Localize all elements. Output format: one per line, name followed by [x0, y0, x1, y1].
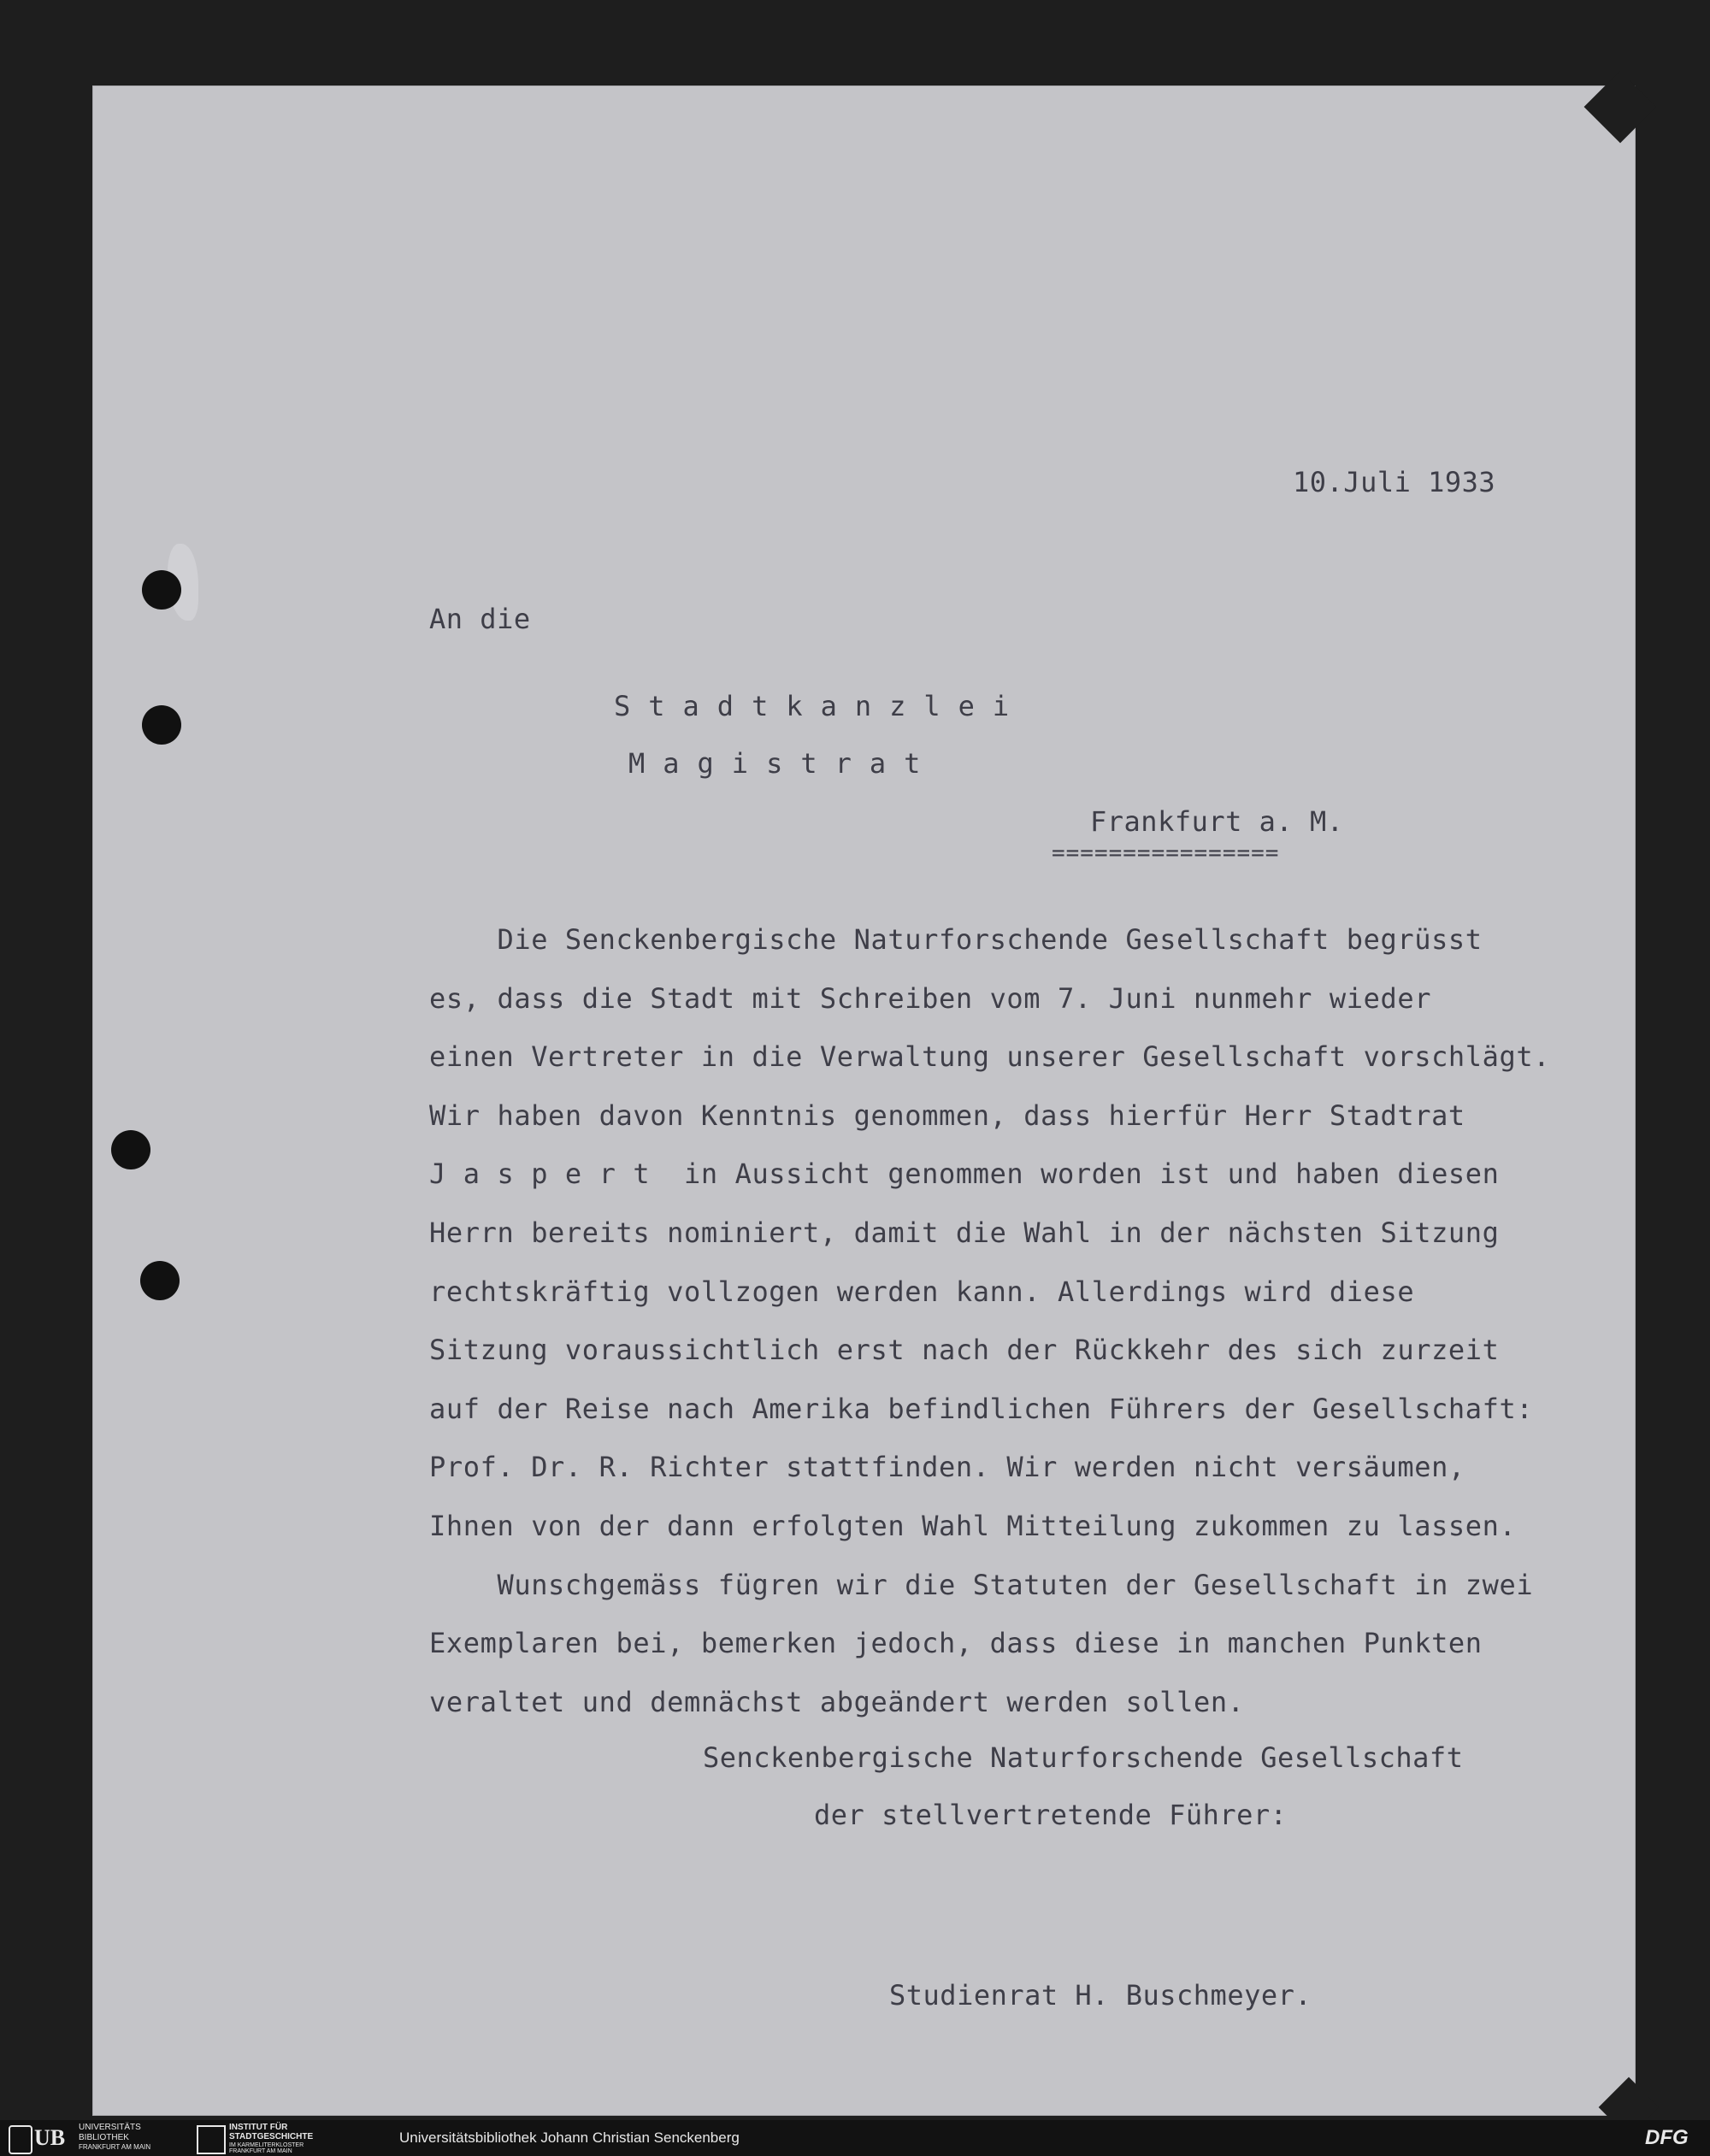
salutation: An die — [429, 603, 531, 635]
isg-line3: IM KARMELITERKLOSTER — [229, 2142, 304, 2148]
body-line: Ihnen von der dann erfolgten Wahl Mitteilung zukommen zu lassen. — [429, 1510, 1517, 1542]
body-line: Prof. Dr. R. Richter stattfinden. Wir werden nicht versäumen, — [429, 1451, 1465, 1483]
library-name: Universitätsbibliothek Johann Christian Senckenberg — [399, 2129, 740, 2146]
isg-line2: STADTGESCHICHTE — [229, 2132, 314, 2141]
ub-logo-icon — [9, 2125, 32, 2154]
body-line: Die Senckenbergische Naturforschende Gesellschaft begrüsst — [429, 923, 1483, 956]
body-line: veraltet und demnächst abgeändert werden sollen. — [429, 1686, 1245, 1718]
body-line: Wunschgemäss fügren wir die Statuten der Gesellschaft in zwei — [429, 1569, 1534, 1601]
body-line: J a s p e r t in Aussicht genommen worden ist und haben diesen — [429, 1158, 1500, 1190]
punch-hole — [142, 570, 181, 610]
recipient-city: Frankfurt a. M. — [1090, 805, 1344, 838]
closing-role: der stellvertretende Führer: — [814, 1799, 1288, 1831]
closing-organization: Senckenbergische Naturforschende Gesellschaft — [703, 1741, 1464, 1774]
ub-name-line1: UNIVERSITÄTS — [79, 2123, 141, 2132]
city-underline: ================ — [1052, 840, 1280, 866]
recipient-department: Magistrat — [628, 747, 939, 780]
body-line: Sitzung voraussichtlich erst nach der Rückkehr des sich zurzeit — [429, 1334, 1500, 1366]
body-line: auf der Reise nach Amerika befindlichen Führers der Gesellschaft: — [429, 1393, 1534, 1425]
signature: Studienrat H. Buschmeyer. — [889, 1979, 1312, 2012]
ub-mark: UB — [34, 2125, 66, 2150]
isg-logo-icon — [197, 2125, 226, 2154]
body-line: Wir haben davon Kenntnis genommen, dass hierfür Herr Stadtrat — [429, 1099, 1465, 1132]
punch-hole — [140, 1261, 180, 1300]
letter-date: 10.Juli 1933 — [1293, 466, 1496, 498]
punch-hole — [111, 1130, 150, 1169]
footer-bar — [0, 2120, 1710, 2156]
isg-line4: FRANKFURT AM MAIN — [229, 2148, 292, 2154]
body-line: es, dass die Stadt mit Schreiben vom 7. Juni nunmehr wieder — [429, 982, 1432, 1015]
isg-line1: INSTITUT FÜR — [229, 2123, 288, 2132]
body-line: Herrn bereits nominiert, damit die Wahl in der nächsten Sitzung — [429, 1216, 1500, 1249]
recipient-name: Stadtkanzlei — [614, 690, 1028, 722]
punch-hole — [142, 705, 181, 745]
ub-name-line2: BIBLIOTHEK — [79, 2133, 129, 2142]
body-line: Exemplaren bei, bemerken jedoch, dass diese in manchen Punkten — [429, 1627, 1483, 1659]
body-line: einen Vertreter in die Verwaltung unserer Gesellschaft vorschlägt. — [429, 1040, 1551, 1073]
body-line: rechtskräftig vollzogen werden kann. Allerdings wird diese — [429, 1275, 1415, 1308]
ub-name-line3: FRANKFURT AM MAIN — [79, 2143, 151, 2151]
dfg-logo: DFG — [1645, 2126, 1689, 2149]
